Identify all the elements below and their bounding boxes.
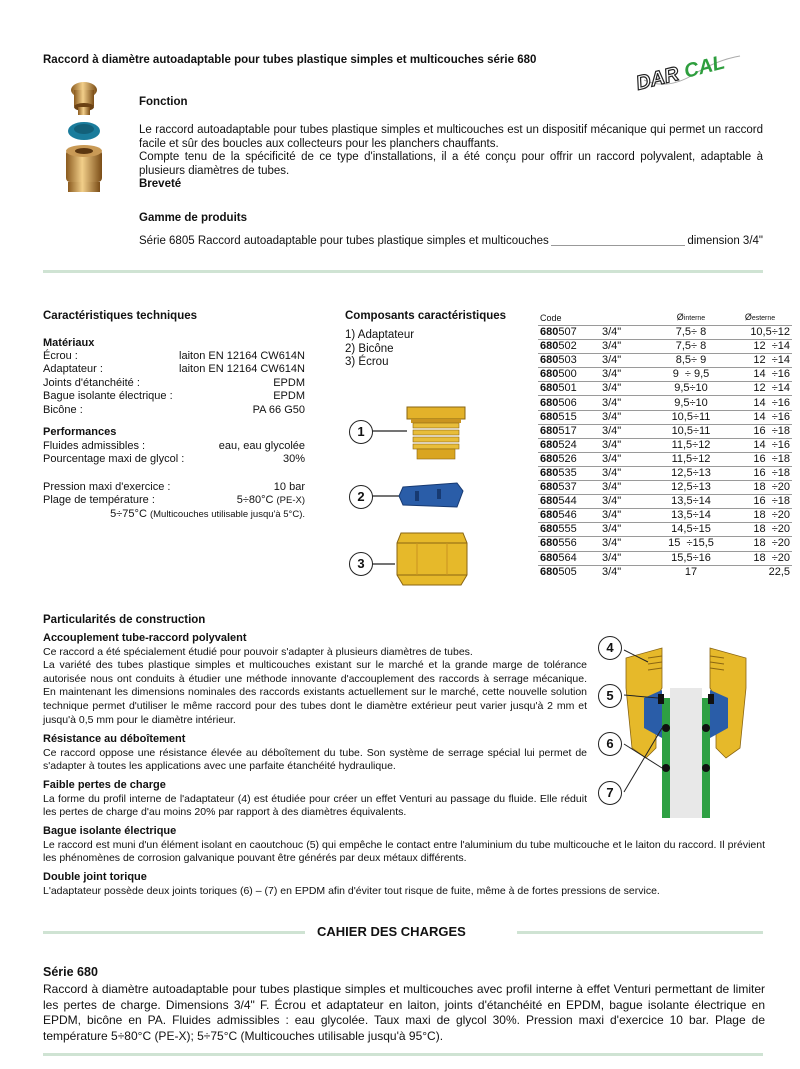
- table-row: [538, 537, 792, 551]
- materiaux-row: [43, 404, 305, 417]
- construction-text: Ce raccord oppose une résistance élevée au déboîtement du tube. Son système de serrage spécial lui permet de s'adapter à toutes les applications avec une parfaite étanchéité hydraulique.: [43, 746, 587, 773]
- cell-diameter: 3/4": [600, 326, 654, 340]
- construction-block-4: [43, 825, 765, 866]
- construction-heading: Particularités de construction: [43, 614, 206, 626]
- cell-esterne: 18 ÷20: [728, 523, 792, 537]
- cahier-text: Raccord à diamètre autoadaptable pour tubes plastique simples et multicouches avec profil interne à effet Venturi permettant de limiter les pertes de charge. Dimensions 3/4" F. Écrou et adaptateur en laiton, joints d'étanchéité en EPDM, bague isolante électrique en EPDM, bicône en PA. Fluides admissibles : eau glycolée. Taux maxi de glycol 30%. Pression maxi d'exercice 10 bar. Plage de température 5÷80°C (PE-X); 5÷75°C (Multicouches utilisable jusqu'à 95°C).: [43, 982, 765, 1043]
- cell-esterne: 18 ÷20: [728, 537, 792, 551]
- performances-value: 30%: [282, 453, 305, 466]
- materiaux-value: EPDM: [273, 390, 305, 403]
- temperature2-row: [43, 508, 305, 521]
- callout-4: 4: [598, 636, 622, 660]
- cell-esterne: 16 ÷18: [728, 495, 792, 509]
- table-row: [538, 354, 792, 368]
- cell-code: 680526: [538, 452, 600, 466]
- gamme-heading: Gamme de produits: [139, 212, 247, 224]
- cell-esterne: 22,5: [728, 565, 792, 579]
- cell-interne: 14,5÷15: [654, 523, 728, 537]
- cell-code: 680505: [538, 565, 600, 579]
- cell-esterne: 14 ÷16: [728, 438, 792, 452]
- cell-interne: 11,5÷12: [654, 438, 728, 452]
- section-divider: [517, 931, 763, 934]
- cell-code: 680503: [538, 354, 600, 368]
- table-row: [538, 340, 792, 354]
- cell-diameter: 3/4": [600, 438, 654, 452]
- temperature-key: Plage de température :: [43, 494, 155, 507]
- cell-interne: 9,5÷10: [654, 382, 728, 396]
- materiaux-row: [43, 363, 305, 376]
- cell-diameter: 3/4": [600, 551, 654, 565]
- table-row: [538, 438, 792, 452]
- construction-text: Le raccord est muni d'un élément isolant en caoutchouc (5) qui empêche le contact entre l'aluminium du tube multicouche et le laiton du raccord. Il prévient les phénomènes de corrosion galvanique pouvant être générés par deux métaux différents.: [43, 838, 765, 865]
- materiaux-key: Bague isolante électrique :: [43, 390, 173, 403]
- materiaux-row: [43, 377, 305, 390]
- cell-interne: 13,5÷14: [654, 509, 728, 523]
- performances-row: [43, 440, 305, 453]
- temperature2-note: (Multicouches utilisable jusqu'à 5°C).: [149, 508, 305, 520]
- table-row: [538, 495, 792, 509]
- construction-title: Accouplement tube-raccord polyvalent: [43, 632, 247, 644]
- performances-heading: Performances: [43, 426, 117, 438]
- materiaux-row: [43, 390, 305, 403]
- composants-list: [345, 329, 414, 370]
- cell-diameter: 3/4": [600, 340, 654, 354]
- construction-text: La forme du profil interne de l'adaptateur (4) est étudiée pour créer un effet Venturi au passage du fluide. Elle réduit les pertes de charge d'au moins 20% par rapport à des diamètres équivalents.: [43, 792, 587, 819]
- table-header-row: [538, 311, 792, 326]
- table-row: [538, 424, 792, 438]
- cell-interne: 8,5÷ 9: [654, 354, 728, 368]
- callout-2: 2: [349, 485, 373, 509]
- pression-temp-list: [43, 481, 305, 521]
- construction-block-2: [43, 733, 587, 774]
- section-divider: [43, 270, 763, 273]
- cell-interne: 12,5÷13: [654, 481, 728, 495]
- cell-esterne: 14 ÷16: [728, 396, 792, 410]
- cell-diameter: 3/4": [600, 537, 654, 551]
- logo-cal-text: CAL: [681, 51, 728, 83]
- table-row: [538, 410, 792, 424]
- cell-code: 680556: [538, 537, 600, 551]
- table-row: [538, 551, 792, 565]
- materiaux-value: EPDM: [273, 376, 305, 389]
- darcal-logo: [636, 50, 746, 94]
- logo-dar-text: DAR: [636, 63, 682, 94]
- pression-row: [43, 481, 305, 494]
- cell-code: 680507: [538, 326, 600, 340]
- cell-esterne: 10,5÷12: [728, 326, 792, 340]
- cell-interne: 15,5÷16: [654, 551, 728, 565]
- cell-esterne: 14 ÷16: [728, 368, 792, 382]
- materiaux-key: Écrou :: [43, 350, 78, 362]
- header-esterne: [728, 311, 792, 326]
- cell-esterne: 16 ÷18: [728, 466, 792, 480]
- cell-interne: 9,5÷10: [654, 396, 728, 410]
- table-row: [538, 481, 792, 495]
- cahier-serie: Série 680: [43, 965, 98, 979]
- cell-interne: 12,5÷13: [654, 466, 728, 480]
- pression-key: Pression maxi d'exercice :: [43, 481, 171, 493]
- cell-esterne: 18 ÷20: [728, 481, 792, 495]
- caracteristiques-heading: Caractéristiques techniques: [43, 310, 198, 322]
- materiaux-value: PA 66 G50: [252, 403, 305, 416]
- header-interne-label: interne: [683, 315, 706, 322]
- cell-diameter: 3/4": [600, 523, 654, 537]
- cell-code: 680535: [538, 466, 600, 480]
- construction-text: L'adaptateur possède deux joints toriques (6) – (7) en EPDM afin d'éviter tout risque de fuite, même à de fortes pressions de service.: [43, 884, 660, 897]
- codes-table: [538, 311, 792, 579]
- table-row: [538, 565, 792, 579]
- cell-code: 680555: [538, 523, 600, 537]
- materiaux-heading: Matériaux: [43, 337, 95, 349]
- page-title: Raccord à diamètre autoadaptable pour tubes plastique simples et multicouches série 680: [43, 54, 537, 66]
- cell-code: 680502: [538, 340, 600, 354]
- cell-interne: 11,5÷12: [654, 452, 728, 466]
- performances-list: [43, 440, 305, 467]
- cell-code: 680517: [538, 424, 600, 438]
- construction-title: Double joint torique: [43, 871, 147, 883]
- fonction-paragraph-1: Le raccord autoadaptable pour tubes plastique simples et multicouches est un dispositif mécanique qui permet un raccord facile et sûr des boucles aux collecteurs pour les planchers chauffants.: [139, 124, 763, 150]
- composant-item: 1) Adaptateur: [345, 329, 415, 341]
- cahier-heading: CAHIER DES CHARGES: [317, 924, 466, 939]
- temperature-row: [43, 494, 305, 507]
- cell-diameter: 3/4": [600, 424, 654, 438]
- callout-6: 6: [598, 732, 622, 756]
- table-row: [538, 523, 792, 537]
- cell-code: 680564: [538, 551, 600, 565]
- header-diameter: [600, 311, 654, 326]
- construction-title: Faible pertes de charge: [43, 779, 166, 791]
- materiaux-key: Bicône :: [43, 403, 83, 416]
- cell-code: 680524: [538, 438, 600, 452]
- cell-code: 680515: [538, 410, 600, 424]
- cell-code: 680544: [538, 495, 600, 509]
- cell-esterne: 12 ÷14: [728, 354, 792, 368]
- construction-title: Bague isolante électrique: [43, 825, 177, 837]
- construction-block-1: [43, 632, 587, 727]
- cell-code: 680537: [538, 481, 600, 495]
- materiaux-row: [43, 350, 305, 363]
- cell-esterne: 12 ÷14: [728, 340, 792, 354]
- construction-title: Résistance au déboîtement: [43, 733, 186, 745]
- header-interne-symbol: Ø: [676, 312, 684, 322]
- cell-interne: 9 ÷ 9,5: [654, 368, 728, 382]
- fonction-heading: Fonction: [139, 96, 188, 108]
- temperature-value: 5÷80°C: [236, 494, 274, 507]
- cell-code: 680501: [538, 382, 600, 396]
- table-row: [538, 466, 792, 480]
- cell-diameter: 3/4": [600, 396, 654, 410]
- pression-value: 10 bar: [273, 481, 305, 493]
- cell-code: 680500: [538, 368, 600, 382]
- cell-esterne: 18 ÷20: [728, 509, 792, 523]
- performances-key: Fluides admissibles :: [43, 440, 146, 452]
- construction-block-3: [43, 779, 587, 820]
- section-divider: [43, 931, 305, 934]
- performances-row: [43, 453, 305, 466]
- cell-diameter: 3/4": [600, 509, 654, 523]
- header-esterne-symbol: Ø: [744, 312, 752, 322]
- product-exploded-image: [58, 78, 110, 200]
- cell-interne: 17: [654, 565, 728, 579]
- table-row: [538, 452, 792, 466]
- fonction-paragraph-2: Compte tenu de la spécificité de ce type d'installations, il a été conçu pour offrir un raccord polyvalent, adaptable à plusieurs diamètres de tubes.: [139, 151, 763, 177]
- callout-5: 5: [598, 684, 622, 708]
- materiaux-value: laiton EN 12164 CW614N: [179, 363, 305, 376]
- materiaux-key: Adaptateur :: [43, 363, 103, 376]
- cross-section-diagram: [596, 628, 768, 818]
- fonction-text: [139, 124, 763, 192]
- cell-esterne: 12 ÷14: [728, 382, 792, 396]
- cell-esterne: 16 ÷18: [728, 452, 792, 466]
- table-row: [538, 396, 792, 410]
- cell-diameter: 3/4": [600, 452, 654, 466]
- cell-esterne: 14 ÷16: [728, 410, 792, 424]
- cell-diameter: 3/4": [600, 495, 654, 509]
- header-esterne-label: esterne: [751, 315, 776, 322]
- callout-7: 7: [598, 781, 622, 805]
- cell-code: 680506: [538, 396, 600, 410]
- table-row: [538, 509, 792, 523]
- cell-interne: 10,5÷11: [654, 410, 728, 424]
- callout-3: 3: [349, 552, 373, 576]
- callout-1: 1: [349, 420, 373, 444]
- cell-diameter: 3/4": [600, 466, 654, 480]
- composant-item: 2) Bicône: [345, 342, 394, 355]
- gamme-serie-text: Série 6805 Raccord autoadaptable pour tubes plastique simples et multicouches: [139, 235, 549, 247]
- gamme-line: [139, 235, 763, 249]
- dotted-leader: [551, 235, 686, 246]
- cell-interne: 7,5÷ 8: [654, 340, 728, 354]
- cell-diameter: 3/4": [600, 565, 654, 579]
- performances-key: Pourcentage maxi de glycol :: [43, 453, 185, 466]
- cell-interne: 13,5÷14: [654, 495, 728, 509]
- cell-diameter: 3/4": [600, 382, 654, 396]
- table-row: [538, 368, 792, 382]
- composants-heading: Composants caractéristiques: [345, 310, 507, 322]
- section-divider: [43, 1053, 763, 1056]
- materiaux-key: Joints d'étanchéité :: [43, 376, 140, 389]
- construction-text: Ce raccord a été spécialement étudié pour pouvoir s'adapter à plusieurs diamètres de tubes. La variété des tubes plastique simples et multicouches existant sur le marché et la grande marge de tolérance autorisée nous ont conduits à étudier une méthode innovante d'accouplement des raccords à serrage mécanique. En maintenant les dimensions nominales des raccords existants actuellement sur le marché, cette nouvelle solution technique permet d'utiliser le même raccord pour des tubes dont le diamètre extérieur peut varier jusqu'à 2 mm et jusqu'à 0,5 mm pour le diamètre intérieur.: [43, 645, 587, 726]
- table-row: [538, 326, 792, 340]
- materiaux-value: laiton EN 12164 CW614N: [179, 350, 305, 362]
- temperature2-value: 5÷75°C: [110, 507, 147, 520]
- table-row: [538, 382, 792, 396]
- cell-diameter: 3/4": [600, 368, 654, 382]
- cell-interne: 15 ÷15,5: [654, 537, 728, 551]
- cell-code: 680546: [538, 509, 600, 523]
- construction-block-5: [43, 871, 765, 898]
- header-code: Code: [540, 312, 562, 323]
- cell-interne: 10,5÷11: [654, 424, 728, 438]
- gamme-dimension: dimension 3/4": [687, 235, 763, 247]
- cell-interne: 7,5÷ 8: [654, 326, 728, 340]
- performances-value: eau, eau glycolée: [218, 440, 305, 452]
- materiaux-list: [43, 350, 305, 417]
- brevete-label: Breveté: [139, 178, 182, 190]
- cell-diameter: 3/4": [600, 410, 654, 424]
- composant-item: 3) Écrou: [345, 356, 389, 368]
- temperature-note: (PE-X): [276, 495, 305, 507]
- header-interne: [654, 311, 728, 326]
- cell-esterne: 18 ÷20: [728, 551, 792, 565]
- cell-diameter: 3/4": [600, 354, 654, 368]
- cell-esterne: 16 ÷18: [728, 424, 792, 438]
- cell-diameter: 3/4": [600, 481, 654, 495]
